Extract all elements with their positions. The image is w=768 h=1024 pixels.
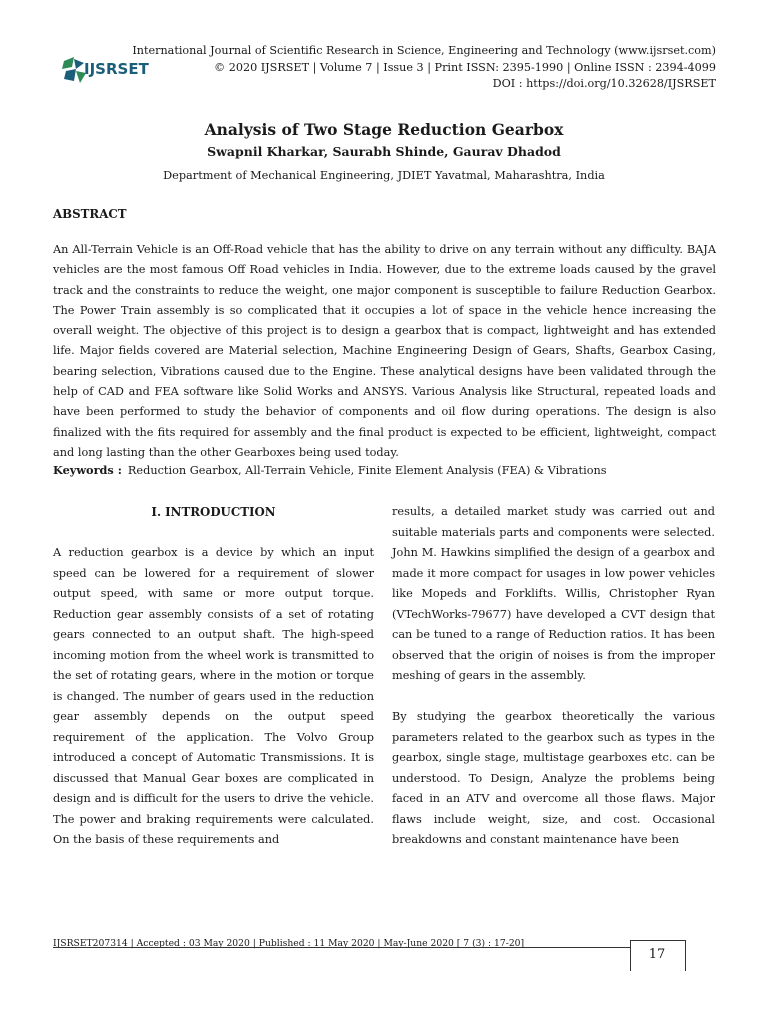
abstract-text: An All-Terrain Vehicle is an Off-Road vehicle that has the ability to drive on any terrain without any difficulty. BAJA vehicles are the most famous Off Road vehicles in India. However, due to the extreme loads caused by the gravel track and the constraints to reduce the weight, one major component is susceptible to failure Reduction Gearbox. The Power Train assembly is so complicated that it occupies a lot of space in the vehicle hence increasing the overall weight. The objective of this project is to design a gearbox that is compact, lightweight and has extended life. Major fields covered are Material selection, Machine Engineering Design of Gears, Shafts, Gearbox Casing, bearing selection, Vibrations caused due to the Engine. These analytical designs have been validated through the help of CAD and FEA software like Solid Works and ANSYS. Various Analysis like Structural, repeated loads and have been performed to study the behavior of components and oil flow during operations. The design is also finalized with the fits required for assembly and the final product is expected to be efficient, lightweight, compact and long lasting than the other Gearboxes being used today.: [53, 243, 716, 459]
paper-affiliation: Department of Mechanical Engineering, JDIET Yavatmal, Maharashtra, India: [163, 169, 605, 182]
journal-header: [132, 43, 716, 93]
left-column: [53, 543, 374, 851]
abstract-body: [53, 240, 716, 463]
intro-paragraph-3: By studying the gearbox theoretically the various parameters related to the gearbox such as types in the gearbox, single stage, multistage gearboxes etc. can be understood. To Design, Analyze the problems being faced in an ATV and overcome all those flaws. Major flaws include weight, size, and cost. Occasional breakdowns and constant maintenance have been: [392, 710, 715, 846]
keywords-label: Keywords :: [53, 463, 122, 477]
footer-rule: [53, 947, 631, 948]
paper-title: Analysis of Two Stage Reduction Gearbox: [204, 120, 564, 139]
footer-citation: IJSRSET207314 | Accepted : 03 May 2020 | Published : 11 May 2020 | May-June 2020 [ 7 (3) : 17-20]: [53, 938, 525, 949]
abstract-heading: ABSTRACT: [53, 207, 127, 221]
intro-paragraph-1: A reduction gearbox is a device by which an input speed can be lowered for a requirement of slower output speed, with same or more output torque. Reduction gear assembly consists of a set of rotating gears connected to an output shaft. The high-speed incoming motion from the wheel work is transmitted to the set of rotating gears, where in the motion or torque is changed. The number of gears used in the reduction gear assembly depends on the output speed requirement of the application. The Volvo Group introduced a concept of Automatic Transmissions. It is discussed that Manual Gear boxes are complicated in design and is difficult for the users to drive the vehicle. The power and braking requirements were calculated. On the basis of these requirements and: [53, 546, 374, 846]
journal-doi[interactable]: DOI : https://doi.org/10.32628/IJSRSET: [492, 77, 716, 90]
intro-paragraph-2: results, a detailed market study was carried out and suitable materials parts and components were selected. John M. Hawkins simplified the design of a gearbox and made it more compact for usages in low power vehicles like Mopeds and Forklifts. Willis, Christopher Ryan (VTechWorks-79677) have developed a CVT design that can be tuned to a range of Reduction ratios. It has been observed that the origin of noises is from the improper meshing of gears in the assembly.: [392, 505, 715, 682]
right-column: [392, 502, 715, 851]
logo-emblem-icon: [62, 57, 86, 83]
logo-text: IJSRSET: [84, 60, 149, 78]
paper-authors: Swapnil Kharkar, Saurabh Shinde, Gaurav Dhadod: [207, 144, 561, 159]
journal-issue-info: © 2020 IJSRSET | Volume 7 | Issue 3 | Print ISSN: 2395-1990 | Online ISSN : 2394-4099: [213, 60, 716, 74]
journal-name: International Journal of Scientific Research in Science, Engineering and Technology (www.ijsrset.com): [132, 44, 716, 57]
introduction-heading: I. INTRODUCTION: [151, 505, 276, 519]
keywords-text: Reduction Gearbox, All-Terrain Vehicle, Finite Element Analysis (FEA) & Vibrations: [127, 464, 607, 477]
page-number: 17: [648, 947, 666, 962]
keywords-line: [53, 463, 716, 477]
